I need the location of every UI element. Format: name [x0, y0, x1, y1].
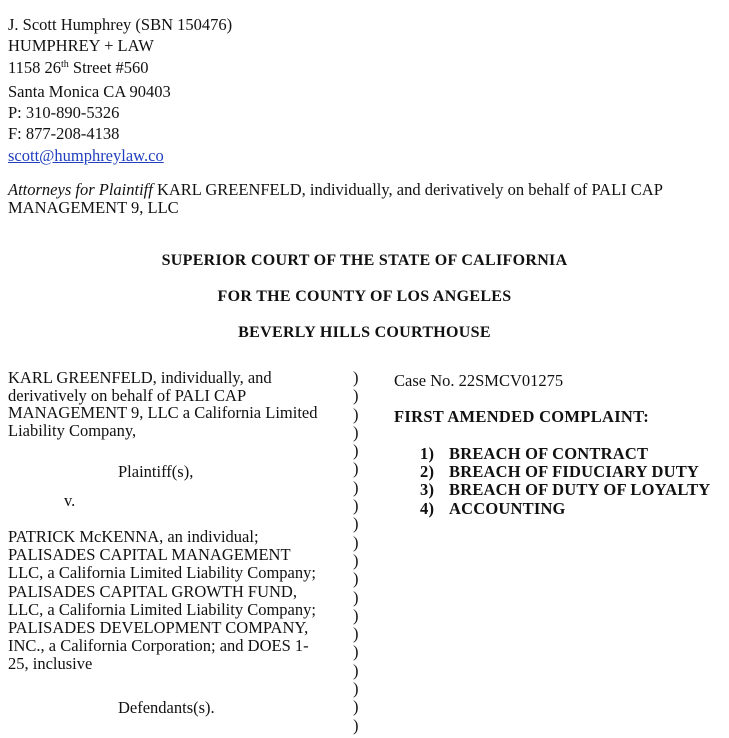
caption-paren: ) — [353, 441, 359, 461]
plaintiff-label: Plaintiff(s), — [118, 462, 194, 481]
caption-paren: ) — [353, 569, 359, 589]
case-number: Case No. 22SMCV01275 — [394, 371, 564, 390]
defendant-line: INC., a California Corporation; and DOES 1- — [8, 636, 309, 656]
phone-number: P: 310-890-5326 — [8, 103, 120, 123]
street-name: Street #560 — [68, 57, 149, 77]
defendant-line: PATRICK McKENNA, an individual; — [8, 527, 259, 546]
cause-of-action-item — [420, 481, 725, 499]
caption-paren: ) — [353, 459, 359, 479]
defendant-line: PALISADES DEVELOPMENT COMPANY, — [8, 618, 309, 638]
court-county: FOR THE COUNTY OF LOS ANGELES — [217, 288, 512, 305]
cause-text: BREACH OF DUTY OF LOYALTY — [449, 480, 711, 500]
street-number: 1158 26 — [8, 57, 62, 77]
cause-number: 2) — [420, 462, 435, 482]
versus-label: v. — [64, 491, 76, 510]
caption-paren: ) — [353, 532, 359, 552]
complaint-title: FIRST AMENDED COMPLAINT: — [394, 407, 650, 426]
caption-paren: ) — [353, 514, 359, 534]
caption-paren: ) — [353, 496, 359, 516]
defendants-label: Defendants(s). — [118, 698, 215, 717]
defendant-line: PALISADES CAPITAL MANAGEMENT — [8, 545, 291, 565]
defendant-line: LLC, a California Limited Liability Company; — [8, 563, 316, 583]
defendant-line: PALISADES CAPITAL GROWTH FUND, — [8, 581, 297, 601]
court-location: BEVERLY HILLS COURTHOUSE — [238, 324, 491, 341]
cause-number: 4) — [420, 498, 435, 518]
attorney-name: J. Scott Humphrey (SBN 150476) — [8, 15, 233, 34]
plaintiff-line: MANAGEMENT 9, LLC a California Limited — [8, 403, 318, 422]
plaintiff-line: derivatively on behalf of PALI CAP — [8, 385, 247, 405]
caption-paren: ) — [353, 660, 359, 680]
caption-paren: ) — [353, 624, 359, 644]
caption-paren: ) — [353, 404, 359, 424]
cause-number: 3) — [420, 480, 435, 500]
caption-paren: ) — [353, 679, 359, 699]
caption-paren: ) — [353, 715, 359, 735]
attorneys-for-label: Attorneys for Plaintiff — [8, 180, 153, 199]
plaintiff-line: KARL GREENFELD, individually, and — [8, 368, 272, 387]
defendant-line: LLC, a California Limited Liability Company; — [8, 599, 316, 619]
caption-paren: ) — [353, 605, 359, 625]
court-name: SUPERIOR COURT OF THE STATE OF CALIFORNIA — [161, 252, 568, 269]
cause-of-action-item — [420, 500, 725, 518]
cause-text: BREACH OF FIDUCIARY DUTY — [449, 462, 700, 482]
email-link[interactable]: scott@humphreylaw.co — [8, 145, 164, 165]
caption-paren: ) — [353, 422, 359, 442]
cause-text: ACCOUNTING — [449, 498, 566, 518]
cause-of-action-item — [420, 463, 725, 481]
attorneys-for-line — [8, 181, 720, 217]
cause-text: BREACH OF CONTRACT — [449, 444, 649, 463]
attorney-block — [8, 14, 232, 166]
attorneys-for-parties: KARL GREENFELD, individually, and derivatively on behalf of PALI CAP MANAGEMENT 9, LLC — [8, 180, 663, 217]
street-ordinal: th — [61, 58, 69, 70]
cause-number: 1) — [420, 444, 435, 463]
caption-paren: ) — [353, 386, 359, 406]
caption-paren: ) — [353, 368, 359, 387]
defendant-caption — [8, 528, 358, 674]
defendant-line: 25, inclusive — [8, 654, 93, 674]
street-address — [8, 57, 232, 81]
caption-paren: ) — [353, 697, 359, 717]
caption-paren: ) — [353, 550, 359, 570]
law-firm-name: HUMPHREY + LAW — [8, 36, 154, 56]
fax-number: F: 877-208-4138 — [8, 124, 120, 144]
caption-paren-column — [353, 369, 367, 735]
plaintiff-caption — [8, 369, 358, 439]
caption-paren: ) — [353, 642, 359, 662]
cause-of-action-item — [420, 445, 725, 463]
plaintiff-line: Liability Company, — [8, 420, 137, 440]
causes-of-action-list — [420, 445, 725, 518]
caption-paren: ) — [353, 587, 359, 607]
caption-paren: ) — [353, 477, 359, 497]
city-state-zip: Santa Monica CA 90403 — [8, 81, 171, 101]
